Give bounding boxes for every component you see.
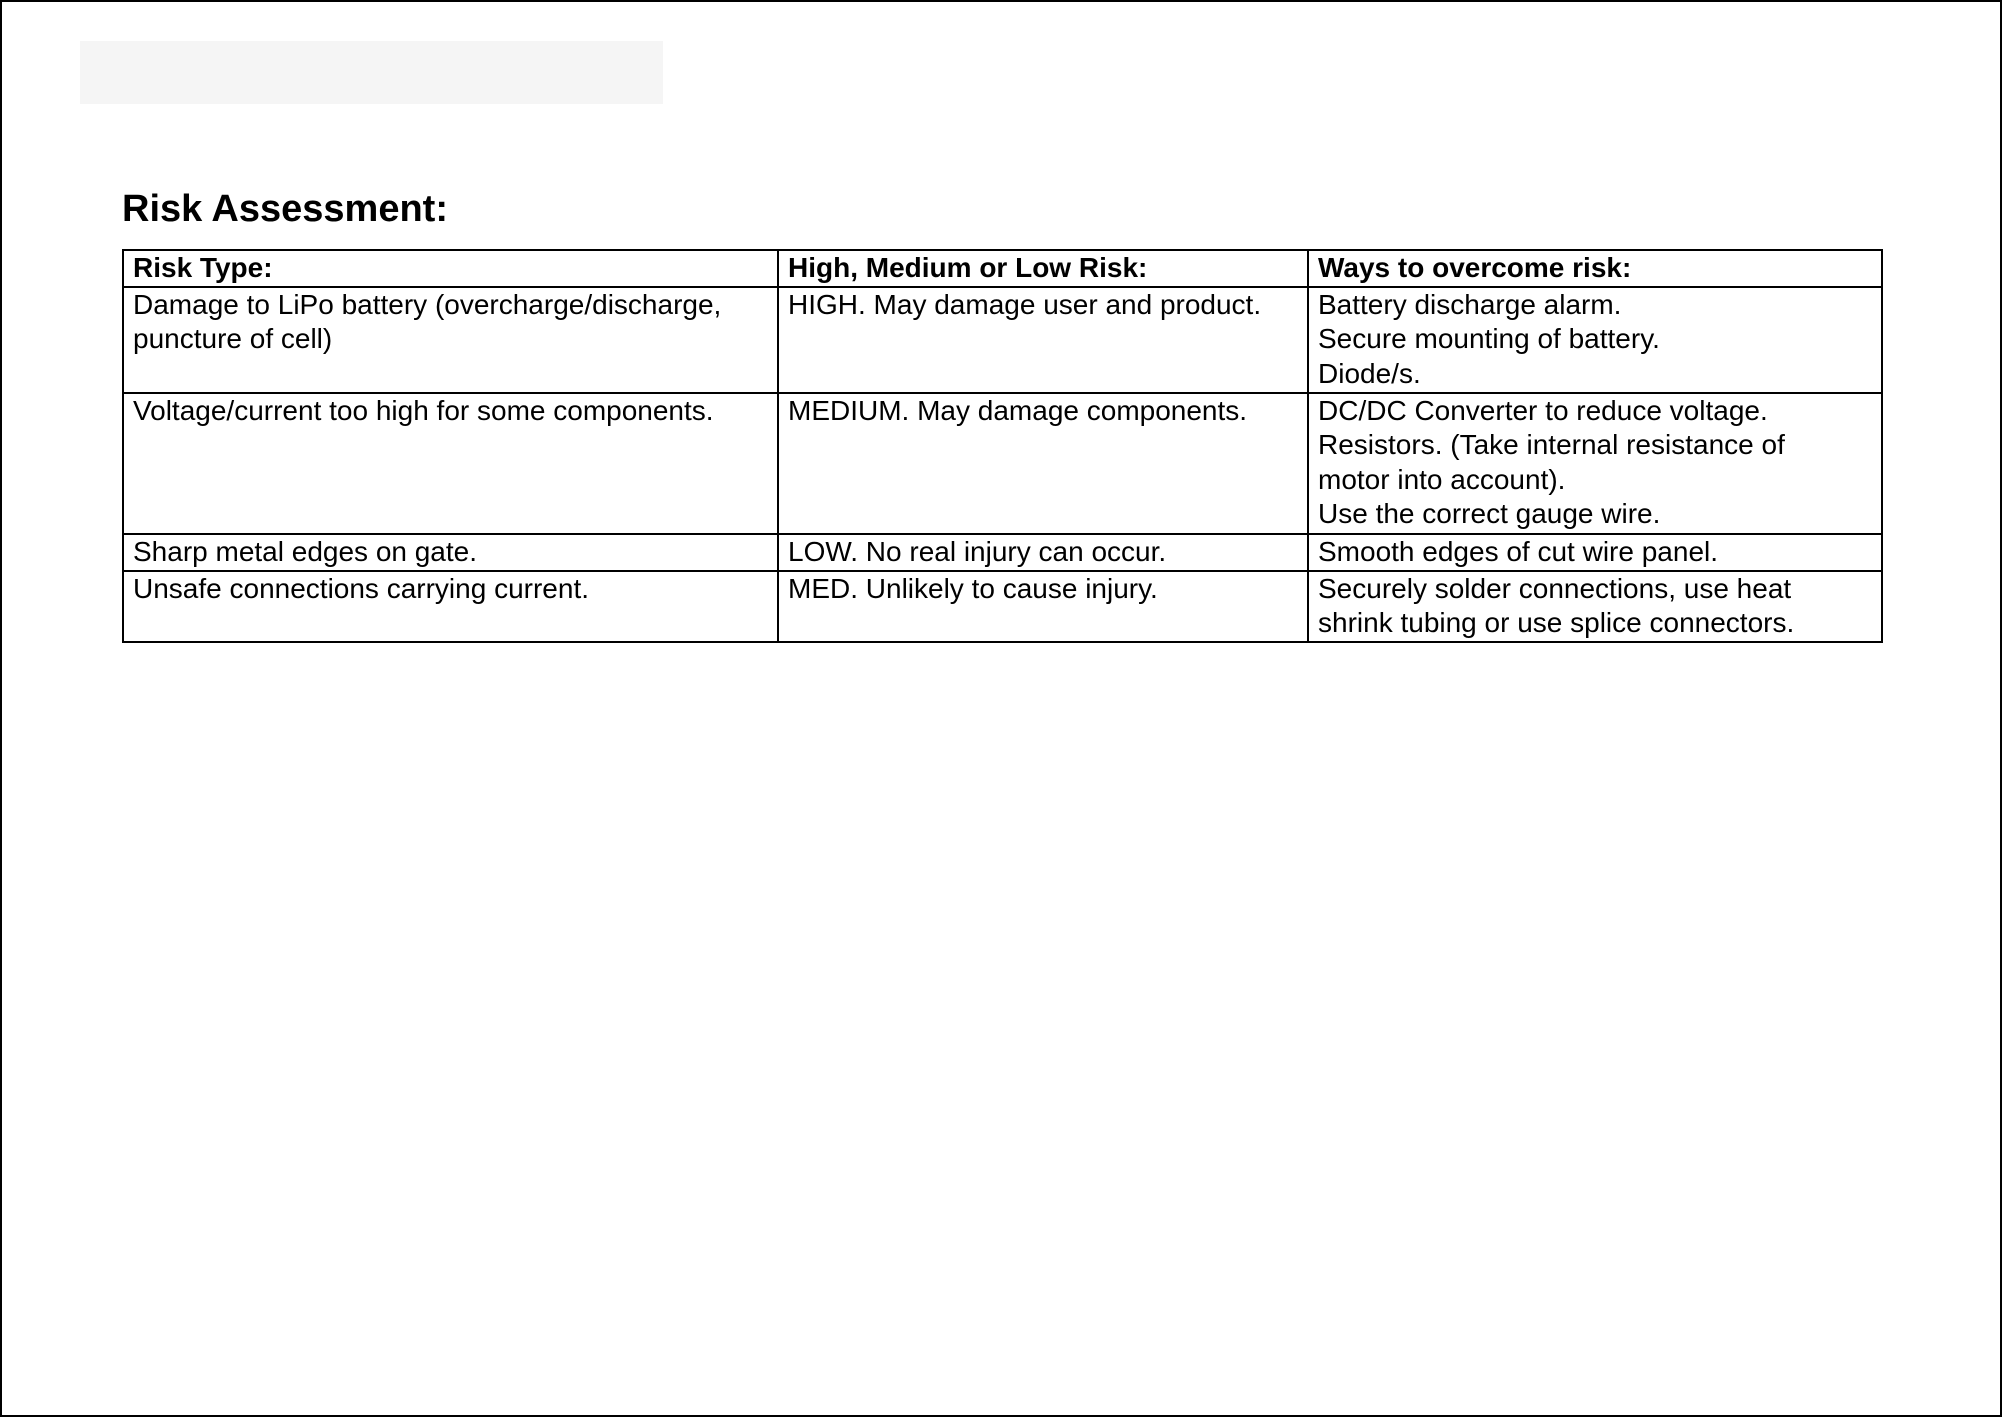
cell-text-line: Use the correct gauge wire. [1318, 498, 1661, 529]
risk-assessment-table [122, 249, 1883, 643]
mitigation-cell [1308, 393, 1882, 534]
mitigation-cell [1308, 571, 1882, 642]
mitigation-cell [1308, 534, 1882, 571]
redacted-header-block [80, 41, 663, 104]
cell-text-line: shrink tubing or use splice connectors. [1318, 607, 1795, 638]
mitigation-cell [1308, 287, 1882, 393]
cell-text-line: Sharp metal edges on gate. [133, 535, 478, 567]
cell-text-line: motor into account). [1318, 463, 1566, 495]
cell-text-line: Secure mounting of battery. [1318, 323, 1660, 354]
table-row [123, 393, 1882, 534]
risk-type-cell [123, 287, 778, 393]
cell-text-line: Battery discharge alarm. [1318, 288, 1622, 320]
column-header-mitigation: Ways to overcome risk: [1308, 250, 1882, 287]
table-header-row [123, 250, 1882, 287]
cell-text-line: HIGH. May damage user and product. [788, 288, 1262, 320]
page-title: Risk Assessment: [122, 188, 448, 230]
risk-level-cell [778, 393, 1308, 534]
risk-level-cell [778, 534, 1308, 571]
cell-text-line: DC/DC Converter to reduce voltage. [1318, 394, 1768, 426]
cell-text-line: LOW. No real injury can occur. [788, 535, 1167, 567]
risk-level-cell [778, 287, 1308, 393]
table-row [123, 571, 1882, 642]
risk-type-cell [123, 571, 778, 642]
cell-text-line: Resistors. (Take internal resistance of [1318, 429, 1785, 460]
cell-text-line: MED. Unlikely to cause injury. [788, 572, 1158, 604]
table-row [123, 534, 1882, 571]
cell-text-line: puncture of cell) [133, 323, 333, 354]
cell-text-line: Diode/s. [1318, 357, 1421, 389]
table-row [123, 287, 1882, 393]
column-header-risk-type: Risk Type: [123, 250, 778, 287]
cell-text-line: MEDIUM. May damage components. [788, 394, 1248, 426]
cell-text-line: Voltage/current too high for some components. [133, 394, 714, 426]
risk-level-cell [778, 571, 1308, 642]
cell-text-line: Smooth edges of cut wire panel. [1318, 535, 1719, 567]
cell-text-line: Unsafe connections carrying current. [133, 572, 589, 604]
risk-type-cell [123, 393, 778, 534]
risk-type-cell [123, 534, 778, 571]
column-header-risk-level: High, Medium or Low Risk: [778, 250, 1308, 287]
cell-text-line: Damage to LiPo battery (overcharge/discharge, [133, 288, 722, 320]
cell-text-line: Securely solder connections, use heat [1318, 572, 1792, 604]
